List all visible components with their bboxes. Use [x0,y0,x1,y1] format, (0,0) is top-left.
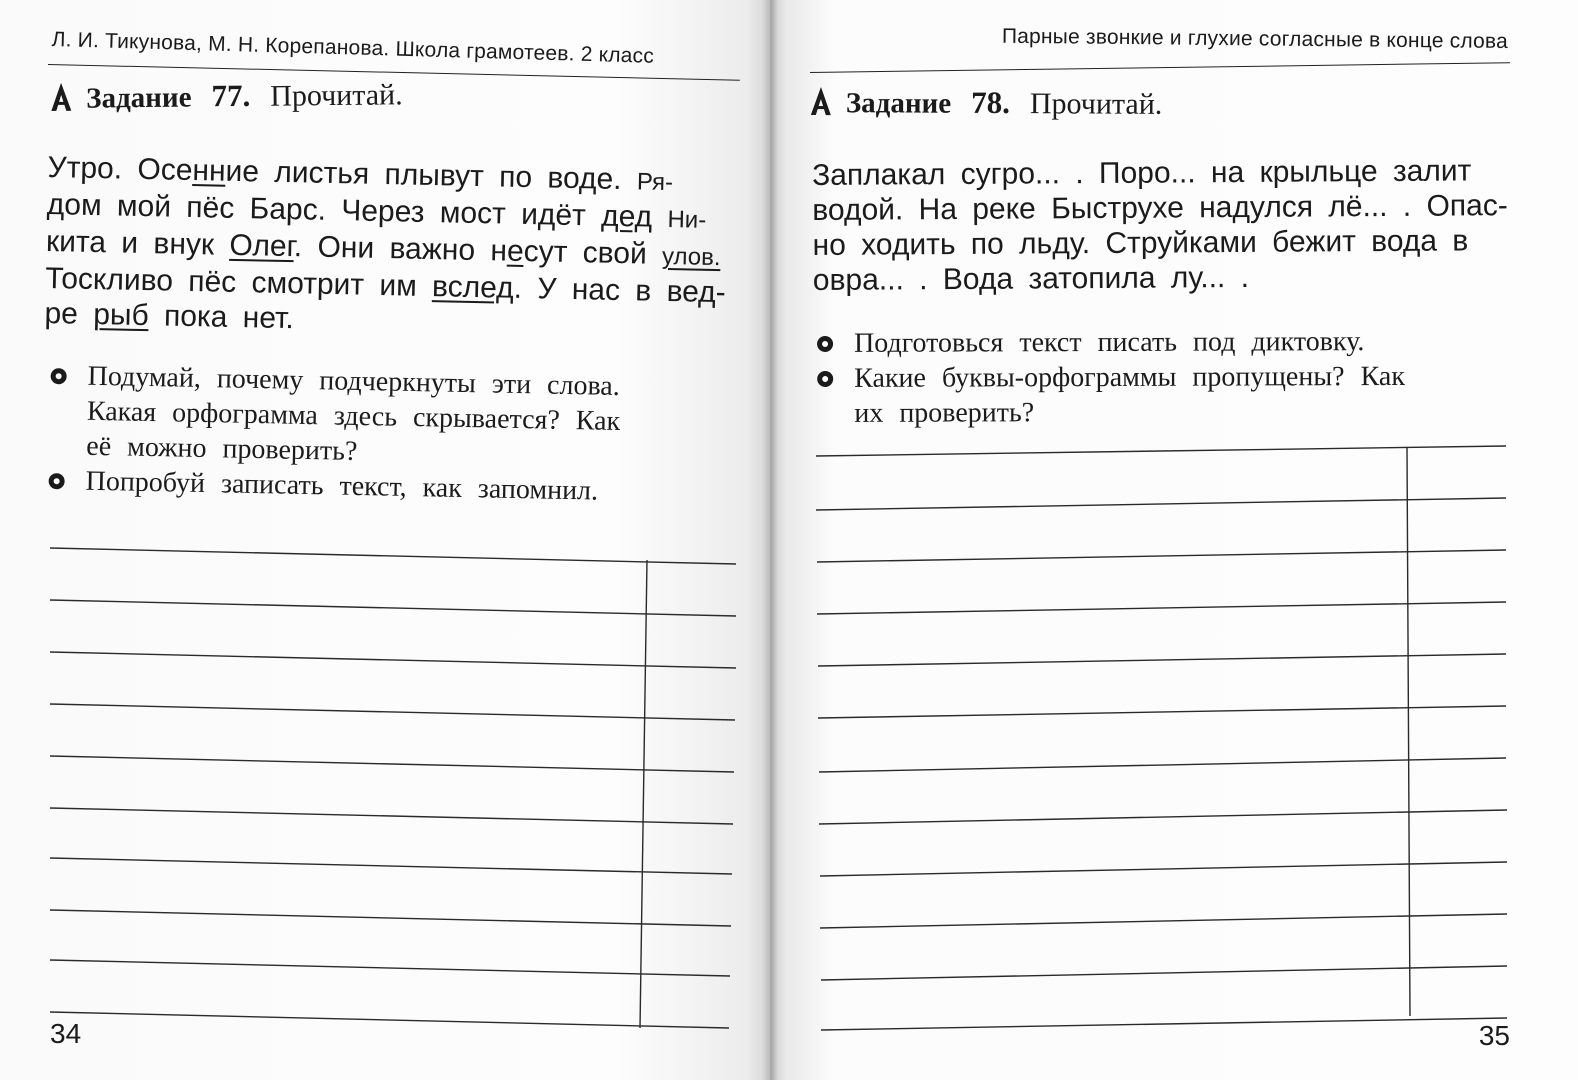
reading-line: кита и внук Олег. Они важно несут свой улов. [45,224,721,272]
question-item: Попробуй записать текст, как запомнил. [45,463,746,511]
writing-lines-left [0,0,770,1080]
running-head-right: Парные звонкие и глухие согласные в конце слова [1001,24,1508,53]
question-item: Подготовься текст писать под диктовку. [814,324,1514,361]
right-page [770,0,1578,1080]
left-page [0,0,770,1080]
running-head-left: Л. И. Тикунова, М. Н. Корепанова. Школа грамотеев. 2 класс [51,28,655,68]
book-gutter [762,0,778,1080]
task-instruction: Прочитай. [1029,87,1163,121]
writing-lines-right [770,0,1578,1080]
task-instruction: Прочитай. [270,78,403,113]
reading-line: но ходить по льду. Струйками бежит вода в [812,224,1469,262]
ruled-lines [0,0,770,1080]
task-number: 78. [971,84,1011,121]
page-number-left: 34 [50,1018,82,1049]
ruled-lines [770,0,1578,1080]
reading-line: Тоскливо пёс смотрит им вслед. У нас в вед- [44,261,727,310]
reading-line: ре рыб пока нет. [44,296,295,336]
task-number: 77. [211,77,251,114]
reading-line: Заплакал сугро... . Поро... на крыльце залит [812,154,1472,192]
question-item: Какие буквы-орфограммы пропущены? Как их проверить? [814,359,1514,431]
reading-line: водой. На реке Быструхе надулся лё... . Опас- [812,189,1508,227]
reading-line: дом мой пёс Барс. Через мост идёт дед Ни- [46,187,707,234]
reading-line: Утро. Осенние листья плывут по воде. Ря- [47,150,674,197]
question-item: Подумай, почему подчеркнуты эти слова. Какая орфограмма здесь скрывается? Как её можно проверить? [46,358,748,476]
task-label: Задание [845,87,952,120]
page-number-right: 35 [1478,1020,1510,1051]
task-label: Задание [86,81,192,115]
reading-line: овра... . Вода затопила лу... . [812,260,1250,297]
